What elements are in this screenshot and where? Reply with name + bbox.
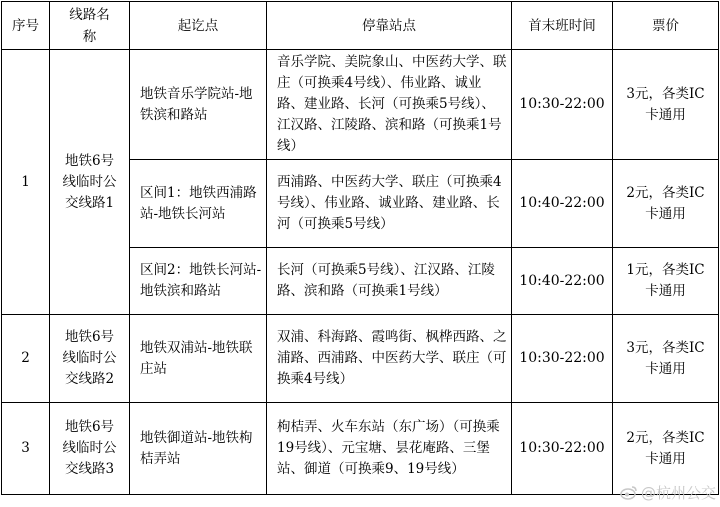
- line-name: 地铁6号线临时公交线路2: [50, 315, 130, 403]
- header-stops: 停靠站点: [267, 2, 512, 50]
- header-index: 序号: [2, 2, 50, 50]
- table-row: [2, 315, 719, 403]
- header-fare: 票价: [613, 2, 719, 50]
- route-stops: 音乐学院、美院象山、中医药大学、联庄（可换乘4号线）、伟业路、诚业路、建业路、长河（可换乘5号线）、江汉路、江陵路、滨和路（可换乘1号线）: [267, 50, 512, 160]
- service-hours: 10:30-22:00: [512, 315, 613, 403]
- service-hours: 10:30-22:00: [512, 403, 613, 495]
- route-stops: 双浦、科海路、霞鸣街、枫桦西路、之浦路、西浦路、中医药大学、联庄（可换乘4号线）: [267, 315, 512, 403]
- row-index: 3: [2, 403, 50, 495]
- route-endpoints: 区间2：地铁长河站-地铁滨和路站: [130, 248, 267, 315]
- fare: 1元，各类IC卡通用: [613, 248, 719, 315]
- route-stops: 长河（可换乘5号线）、江汉路、江陵路、滨和路（可换乘1号线）: [267, 248, 512, 315]
- header-endpoints: 起讫点: [130, 2, 267, 50]
- row-index: 1: [2, 50, 50, 315]
- route-stops: 西浦路、中医药大学、联庄（可换乘4号线）、伟业路、诚业路、建业路、长河（可换乘5号线）: [267, 160, 512, 248]
- header-row: [2, 2, 719, 50]
- fare: 3元，各类IC卡通用: [613, 315, 719, 403]
- service-hours: 10:30-22:00: [512, 50, 613, 160]
- header-line: 线路名称: [50, 2, 130, 50]
- fare: 2元，各类IC卡通用: [613, 160, 719, 248]
- row-index: 2: [2, 315, 50, 403]
- fare: 3元，各类IC卡通用: [613, 50, 719, 160]
- table-row: [2, 50, 719, 160]
- header-hours: 首末班时间: [512, 2, 613, 50]
- weibo-icon: [620, 485, 638, 500]
- route-stops: 枸桔弄、火车东站（东广场）（可换乘19号线）、元宝塘、昙花庵路、三堡站、御道（可换乘9、19号线）: [267, 403, 512, 495]
- route-endpoints: 地铁音乐学院站-地铁滨和路站: [130, 50, 267, 160]
- line-name: 地铁6号线临时公交线路1: [50, 50, 130, 315]
- service-hours: 10:40-22:00: [512, 160, 613, 248]
- bus-route-table: [1, 1, 719, 495]
- watermark-text: @杭州公交: [640, 484, 716, 502]
- watermark: [620, 482, 716, 503]
- line-name: 地铁6号线临时公交线路3: [50, 403, 130, 495]
- route-endpoints: 区间1：地铁西浦路站-地铁长河站: [130, 160, 267, 248]
- table-row: [2, 403, 719, 495]
- route-endpoints: 地铁双浦站-地铁联庄站: [130, 315, 267, 403]
- route-endpoints: 地铁御道站-地铁枸桔弄站: [130, 403, 267, 495]
- service-hours: 10:40-22:00: [512, 248, 613, 315]
- fare: 2元，各类IC卡通用: [613, 403, 719, 495]
